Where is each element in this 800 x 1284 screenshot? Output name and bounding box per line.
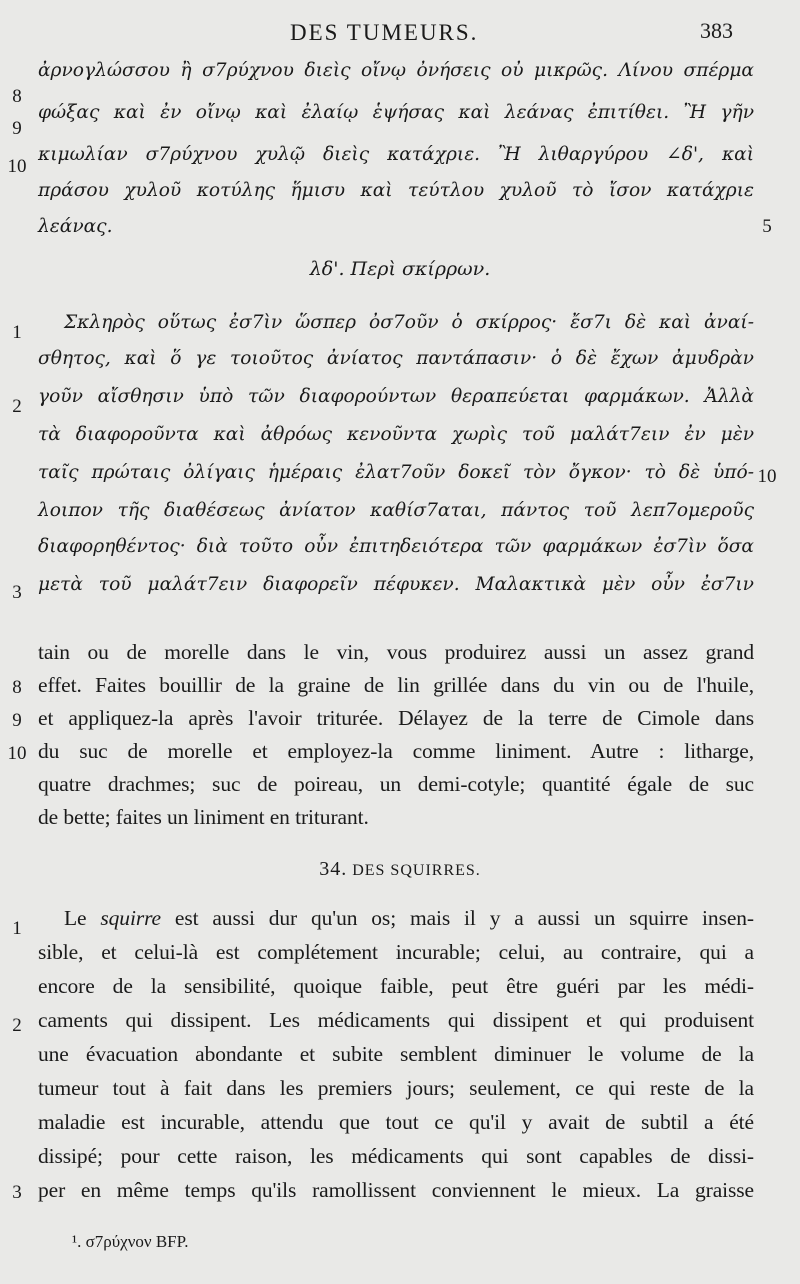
french-line: effet. Faites bouillir de la graine de lin grillée dans du vin ou de l'huile, bbox=[38, 673, 754, 697]
line-number: 5 bbox=[762, 216, 772, 237]
greek-line: μετὰ τοῦ μαλάτ7ειν διαφορεῖν πέφυκεν. Μαλακτικὰ μὲν οὖν ἐσ7ιν bbox=[38, 574, 754, 595]
french-line: de bette; faites un liniment en triturant. bbox=[38, 805, 369, 829]
french-line: sible, et celui-là est complétement incurable; celui, au contraire, qui a bbox=[38, 940, 754, 964]
french-line: quatre drachmes; suc de poireau, un demi-cotyle; quantité égale de suc bbox=[38, 772, 754, 796]
footnote: ¹. σ7ρύχνον BFP. bbox=[72, 1232, 189, 1251]
french-line: du suc de morelle et employez-la comme liniment. Autre : litharge, bbox=[38, 739, 754, 763]
french-line: et appliquez-la après l'avoir triturée. Délayez de la terre de Cimole dans bbox=[38, 706, 754, 730]
greek-line: γοῦν αἴσθησιν ὑπὸ τῶν διαφορούντων θεραπεύεται φαρμάκων. Ἀλλὰ bbox=[38, 386, 754, 407]
running-title: DES TUMEURS. bbox=[290, 20, 479, 45]
line-number: 3 bbox=[12, 1182, 22, 1203]
french-line: dissipé; pour cette raison, les médicaments qui sont capables de dissi- bbox=[38, 1144, 754, 1168]
line-number: 8 bbox=[12, 86, 22, 107]
text-run: est aussi dur qu'un os; mais il y a aussi un squirre insen- bbox=[161, 906, 754, 930]
line-number: 2 bbox=[12, 1015, 22, 1036]
greek-line: Σκληρὸς οὕτως ἐσ7ὶν ὥσπερ ὀσ7οῦν ὁ σκίρρος· ἔσ7ι δὲ καὶ ἀναί- bbox=[64, 312, 754, 333]
french-line bbox=[64, 906, 754, 931]
greek-line: λεάνας. bbox=[38, 216, 113, 237]
line-number: 2 bbox=[12, 396, 22, 417]
page-header bbox=[0, 18, 800, 50]
greek-line: φώξας καὶ ἐν οἴνῳ καὶ ἐλαίῳ ἑψήσας καὶ λεάνας ἐπιτίθει. Ἢ γῆν bbox=[38, 102, 754, 123]
section-number: 34. bbox=[319, 858, 348, 880]
french-line: tumeur tout à fait dans les premiers jours; seulement, ce qui reste de la bbox=[38, 1076, 754, 1100]
greek-line: πράσου χυλοῦ κοτύλης ἥμισυ καὶ τεύτλου χυλοῦ τὸ ἴσον κατάχριε bbox=[38, 180, 754, 201]
page-number: 383 bbox=[700, 18, 733, 43]
line-number: 1 bbox=[12, 322, 22, 343]
greek-line: ἀρνογλώσσου ἢ σ7ρύχνου διεὶς οἴνῳ ὀνήσεις οὐ μικρῶς. Λίνου σπέρμα bbox=[38, 60, 754, 81]
greek-line: κιμωλίαν σ7ρύχνου χυλῷ διεὶς κατάχριε. Ἢ λιθαργύρου ∠δ', καὶ bbox=[38, 144, 754, 165]
french-line: per en même temps qu'ils ramollissent conviennent le mieux. La graisse bbox=[38, 1178, 754, 1202]
french-line: maladie est incurable, attendu que tout ce qu'il y avait de subtil a été bbox=[38, 1110, 754, 1134]
french-line: caments qui dissipent. Les médicaments qui dissipent et qui produisent bbox=[38, 1008, 754, 1032]
greek-line: σθητος, καὶ ὅ γε τοιοῦτος ἀνίατος παντάπασιν· ὁ δὲ ἔχων ἀμυδρὰν bbox=[38, 348, 754, 369]
line-number: 10 bbox=[7, 156, 27, 177]
line-number: 1 bbox=[12, 918, 22, 939]
line-number: 10 bbox=[757, 466, 777, 487]
greek-line: ταῖς πρώταις ὀλίγαις ἡμέραις ἐλατ7οῦν δοκεῖ τὸν ὄγκον· τὸ δὲ ὑπό- bbox=[38, 462, 754, 483]
emphasis-word: squirre bbox=[100, 906, 161, 930]
french-line: une évacuation abondante et subite semblent diminuer le volume de la bbox=[38, 1042, 754, 1066]
french-section-heading bbox=[0, 858, 800, 881]
greek-line: τὰ διαφοροῦντα καὶ ἀθρόως κενοῦντα χωρὶς τοῦ μαλάτ7ειν ἐν μὲν bbox=[38, 424, 754, 445]
greek-line: διαφορηθέντος· διὰ τοῦτο οὖν ἐπιτηδειότερα τῶν φαρμάκων ἐσ7ὶν ὅσα bbox=[38, 536, 754, 557]
text-run: Le bbox=[64, 906, 101, 930]
line-number: 10 bbox=[7, 743, 27, 764]
section-title: DES SQUIRRES. bbox=[352, 862, 481, 879]
line-number: 3 bbox=[12, 582, 22, 603]
line-number: 9 bbox=[12, 118, 22, 139]
line-number: 9 bbox=[12, 710, 22, 731]
french-line: tain ou de morelle dans le vin, vous produirez aussi un assez grand bbox=[38, 640, 754, 664]
french-line: encore de la sensibilité, quoique faible, peut être guéri par les médi- bbox=[38, 974, 754, 998]
greek-section-heading: λδ'. Περὶ σκίρρων. bbox=[309, 258, 491, 280]
line-number: 8 bbox=[12, 677, 22, 698]
greek-line: λοιπον τῆς διαθέσεως ἀνίατον καθίσ7αται, πάντος τοῦ λεπ7ομεροῦς bbox=[38, 500, 754, 521]
